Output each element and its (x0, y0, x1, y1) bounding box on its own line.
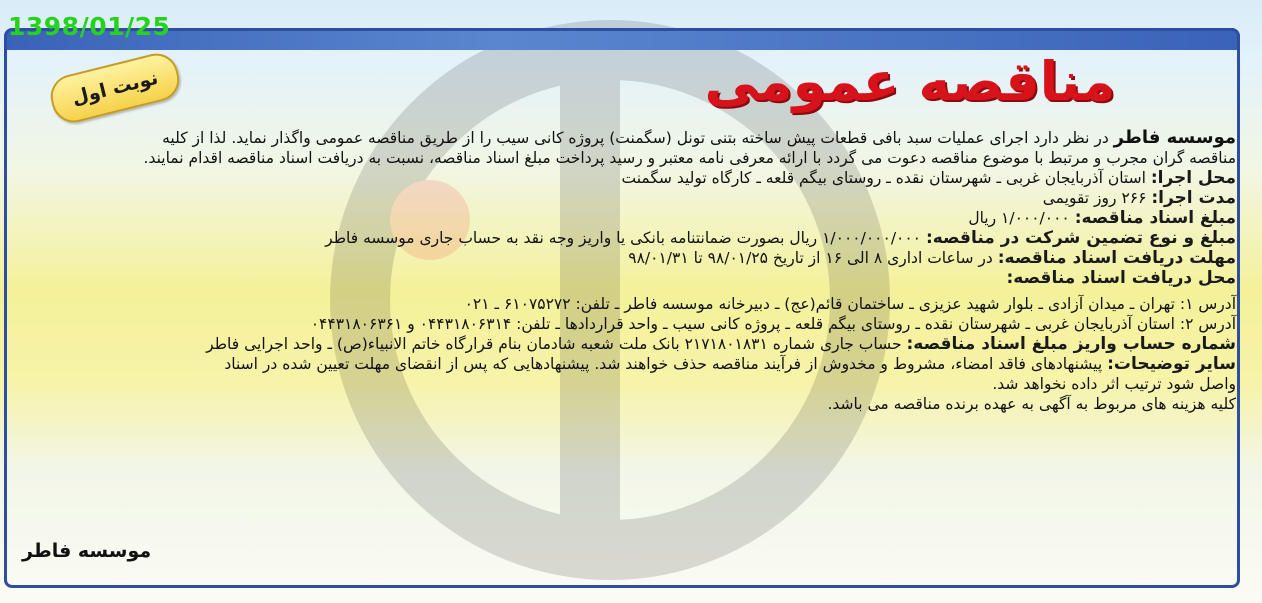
field-label: مبلغ اسناد مناقصه: (1074, 208, 1236, 228)
footer-org: موسسه فاطر (22, 540, 152, 562)
field-value: ۱/۰۰۰/۰۰۰/۰۰۰ ریال بصورت ضمانتنامه بانکی یا واریز وجه نقد به حساب جاری موسسه فاطر (325, 229, 926, 247)
ad-body (22, 128, 1236, 414)
intro-line-1 (22, 128, 1236, 148)
intro-text-2: مناقصه گران مجرب و مرتبط با موضوع مناقصه دعوت می گردد با ارائه معرفی نامه معتبر و رسید پرداخت مبلغ اسناد مناقصه، نسبت به دریافت اسناد مناقصه اقدام نمایند. (143, 149, 1236, 167)
field-label: محل دریافت اسناد مناقصه: (1006, 268, 1236, 288)
other-text-3: کلیه هزینه های مربوط به آگهی به عهده برنده مناقصه می باشد. (827, 395, 1236, 413)
field-row (22, 168, 1236, 188)
field-value: ۱/۰۰۰/۰۰۰ ریال (968, 209, 1075, 227)
date-stamp: 1398/01/25 (8, 12, 171, 41)
other-text-1: پیشنهادهای فاقد امضاء، مشروط و مخدوش از فرآیند مناقصه حذف خواهند شد. پیشنهادهایی که پس از انقضای مهلت تعیین شده در اسناد (224, 355, 1108, 373)
address-line-1: آدرس ۱: تهران ـ میدان آزادی ـ بلوار شهید عزیزی ـ ساختمان قائم(عج) ـ دبیرخانه موسسه فاطر ـ تلفن: ۶۱۰۷۵۲۷۲ ـ ۰۲۱ (464, 295, 1236, 313)
address-line-2: آدرس ۲: استان آذربایجان غربی ـ شهرستان نقده ـ روستای بیگم قلعه ـ پروژه کانی سیب ـ واحد قراردادها ـ تلفن: ۰۴۴۳۱۸۰۶۳۱۴ و ۰۴۴۳۱۸۰۶۳۶۱ (310, 315, 1236, 333)
other-label: سایر توضیحات: (1107, 354, 1236, 374)
field-value: استان آذربایجان غربی ـ شهرستان نقده ـ روستای بیگم قلعه ـ کارگاه تولید سگمنت (621, 169, 1151, 187)
account-value: حساب جاری شماره ۲۱۷۱۸۰۱۸۳۱ بانک ملت شعبه شادمان بنام قرارگاه خاتم الانبیاء(ص) ـ واحد اجرایی فاطر (206, 335, 907, 353)
field-row (22, 228, 1236, 248)
field-row (22, 188, 1236, 208)
field-row (22, 208, 1236, 228)
intro-line-2 (22, 148, 1236, 168)
field-label: مدت اجرا: (1151, 188, 1236, 208)
org-name: موسسه فاطر (1113, 127, 1236, 148)
account-row (22, 334, 1236, 354)
field-label: مهلت دریافت اسناد مناقصه: (997, 248, 1236, 268)
field-row (22, 248, 1236, 268)
account-label: شماره حساب واریز مبلغ اسناد مناقصه: (906, 334, 1236, 354)
field-label: مبلغ و نوع تضمین شرکت در مناقصه: (925, 228, 1236, 248)
intro-text-1: در نظر دارد اجرای عملیات سبد بافی قطعات پیش ساخته بتنی تونل (سگمنت) پروژه کانی سیب را از طریق مناقصه عمومی واگذار نماید. لذا از کلیه (162, 129, 1114, 147)
round-badge-label: نوبت اول (69, 66, 161, 110)
field-value: در ساعات اداری ۸ الی ۱۶ از تاریخ ۹۸/۰۱/۲۵ تا ۹۸/۰۱/۳۱ (628, 249, 998, 267)
other-row (22, 354, 1236, 374)
ad-title: مناقصه عمومی (704, 50, 1116, 113)
field-value: ۲۶۶ روز تقویمی (1042, 189, 1152, 207)
field-row (22, 268, 1236, 288)
field-label: محل اجرا: (1150, 168, 1236, 188)
other-text-2: واصل شود ترتیب اثر داده نخواهد شد. (992, 375, 1236, 393)
